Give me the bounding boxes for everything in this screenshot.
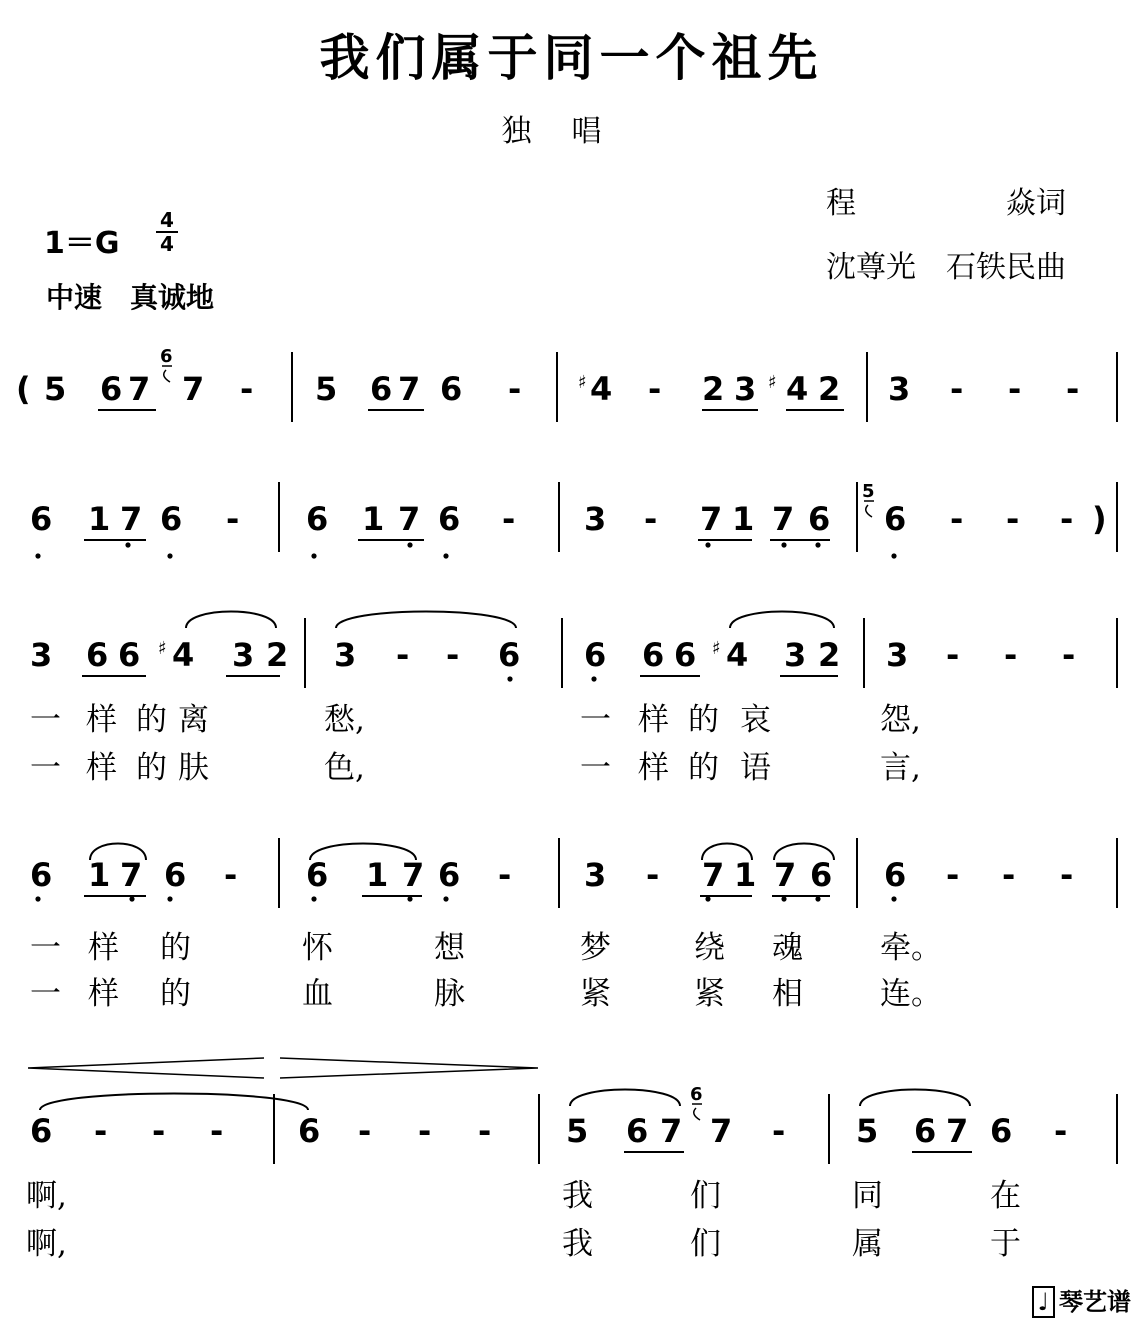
dash-hold: - (646, 856, 660, 894)
dash-hold: - (1062, 636, 1076, 674)
note: 7 (398, 500, 421, 538)
dash-hold: - (950, 370, 964, 408)
note: 5 (315, 370, 338, 408)
octave-dot (781, 542, 786, 547)
lyric-word: 言, (880, 750, 921, 786)
note: 7 (128, 370, 151, 408)
octave-dot (815, 542, 820, 547)
note: 6 (884, 500, 907, 538)
octave-dot (443, 896, 448, 901)
note: 1 (366, 856, 389, 894)
octave-dot (407, 896, 412, 901)
octave-dot (129, 896, 134, 901)
dash-hold: - (396, 636, 410, 674)
lyric-word: 一 (30, 930, 61, 966)
dash-hold: - (478, 1112, 492, 1150)
lyric-word: 血 (302, 976, 333, 1012)
lyric-word: 梦 (580, 930, 611, 966)
site-logo (1032, 1282, 1131, 1317)
note: 7 (774, 856, 797, 894)
octave-dot (891, 896, 896, 901)
slur-arc (860, 1090, 970, 1107)
lyric-word: 啊, (26, 1226, 67, 1262)
octave-dot (705, 542, 710, 547)
octave-dot (35, 553, 40, 558)
note: 6 (498, 636, 521, 674)
lyric-word: 在 (990, 1178, 1021, 1214)
note: 6 (884, 856, 907, 894)
note: 1 (362, 500, 385, 538)
slur-arc (186, 612, 276, 629)
note: 3 (30, 636, 53, 674)
time-signature-bottom: 4 (160, 232, 174, 256)
lyric-word: 紧 (694, 976, 725, 1012)
note: 4 (172, 636, 195, 674)
lyric-word: 属 (852, 1226, 883, 1262)
octave-dot (407, 542, 412, 547)
octave-dot (35, 896, 40, 901)
logo-text: 琴艺谱 (1059, 1288, 1131, 1316)
note: 7 (402, 856, 425, 894)
note: 6 (118, 636, 141, 674)
lyric-word: 离 (178, 702, 209, 738)
note: 6 (642, 636, 665, 674)
lyric-word: 相 (772, 976, 803, 1012)
note: 7 (120, 856, 143, 894)
dash-hold: - (152, 1112, 166, 1150)
note: 7 (398, 370, 421, 408)
lyric-word: 魂 (772, 930, 803, 966)
dash-hold: - (358, 1112, 372, 1150)
key-signature: 1＝G (44, 226, 120, 261)
lyric-word: 们 (690, 1178, 721, 1214)
lyric-word: 样 (88, 930, 119, 966)
lyric-word: 愁, (324, 702, 365, 738)
note: 6 (86, 636, 109, 674)
sharp-sign: ♯ (712, 638, 721, 659)
grace-note: 6 (160, 346, 173, 367)
lyric-word: 的 (136, 750, 167, 786)
octave-dot (815, 896, 820, 901)
note: 6 (584, 636, 607, 674)
grace-note: 5 (862, 481, 875, 502)
lyric-word: 的 (160, 976, 191, 1012)
note: 3 (784, 636, 807, 674)
note: 4 (590, 370, 613, 408)
note: 3 (584, 856, 607, 894)
dash-hold: - (226, 500, 240, 538)
lyric-word: 们 (690, 1226, 721, 1262)
dash-hold: - (1060, 500, 1074, 538)
lyric-word: 语 (740, 750, 771, 786)
note: 4 (786, 370, 809, 408)
note: 6 (440, 370, 463, 408)
dash-hold: - (94, 1112, 108, 1150)
lyric-word: 啊, (26, 1178, 67, 1214)
dash-hold: - (1002, 856, 1016, 894)
lyric-word: 绕 (694, 930, 725, 966)
note: 6 (438, 856, 461, 894)
octave-dot (781, 896, 786, 901)
lyric-word: 同 (852, 1178, 883, 1214)
note: 6 (990, 1112, 1013, 1150)
lyricist-credit: 程 焱词 (826, 186, 1066, 221)
dash-hold: - (502, 500, 516, 538)
note: 5 (856, 1112, 879, 1150)
note: 7 (702, 856, 725, 894)
time-signature-top: 4 (160, 208, 174, 232)
octave-dot (705, 896, 710, 901)
dash-hold: - (240, 370, 254, 408)
dash-hold: - (210, 1112, 224, 1150)
lyric-word: 怨, (880, 702, 921, 738)
note: 6 (438, 500, 461, 538)
note: 6 (914, 1112, 937, 1150)
note: 7 (700, 500, 723, 538)
note: 3 (734, 370, 757, 408)
note: 7 (772, 500, 795, 538)
note: 1 (88, 500, 111, 538)
note: 7 (710, 1112, 733, 1150)
lyric-word: 样 (86, 750, 117, 786)
lyric-word: 我 (562, 1178, 593, 1214)
logo-icon: ♩ (1032, 1286, 1055, 1318)
note: 6 (306, 500, 329, 538)
slur-arc (40, 1094, 308, 1111)
lyric-word: 紧 (580, 976, 611, 1012)
note: 2 (702, 370, 725, 408)
note: 6 (30, 856, 53, 894)
dash-hold: - (1008, 370, 1022, 408)
lyric-word: 一 (30, 976, 61, 1012)
lyric-word: 哀 (740, 702, 771, 738)
note: 5 (44, 370, 67, 408)
sharp-sign: ♯ (578, 372, 587, 393)
note: 7 (120, 500, 143, 538)
note: 3 (334, 636, 357, 674)
dash-hold: - (1006, 500, 1020, 538)
octave-dot (591, 676, 596, 681)
sharp-sign: ♯ (768, 372, 777, 393)
grace-mark (864, 501, 874, 517)
lyric-word: 一 (30, 702, 61, 738)
slur-arc (730, 612, 834, 629)
note: 2 (818, 370, 841, 408)
note: 2 (266, 636, 289, 674)
dash-hold: - (1066, 370, 1080, 408)
song-subtitle: 独唱 (501, 114, 642, 149)
lyric-word: 肤 (178, 750, 209, 786)
lyric-word: 于 (990, 1226, 1021, 1262)
note: 3 (888, 370, 911, 408)
octave-dot (311, 553, 316, 558)
note: 3 (584, 500, 607, 538)
note: 6 (370, 370, 393, 408)
note: 3 (232, 636, 255, 674)
dash-hold: - (224, 856, 238, 894)
note: 1 (732, 500, 755, 538)
dash-hold: - (648, 370, 662, 408)
slur-arc (570, 1090, 680, 1107)
note: 6 (30, 1112, 53, 1150)
note: 6 (674, 636, 697, 674)
lyric-word: 连。 (880, 976, 942, 1012)
note: 7 (946, 1112, 969, 1150)
lyric-word: 的 (160, 930, 191, 966)
note: 6 (306, 856, 329, 894)
dash-hold: - (946, 636, 960, 674)
lyric-word: 的 (136, 702, 167, 738)
lyric-word: 一 (580, 750, 611, 786)
note: 6 (164, 856, 187, 894)
dash-hold: - (772, 1112, 786, 1150)
dash-hold: - (508, 370, 522, 408)
note: 6 (810, 856, 833, 894)
octave-dot (167, 553, 172, 558)
note: 4 (726, 636, 749, 674)
lyric-word: 样 (88, 976, 119, 1012)
lyric-word: 脉 (434, 976, 465, 1012)
composer-credit: 沈尊光 石铁民曲 (826, 250, 1066, 285)
octave-dot (891, 553, 896, 558)
slur-arc (336, 612, 516, 629)
grace-mark (162, 366, 172, 382)
dash-hold: - (1054, 1112, 1068, 1150)
dash-hold: - (418, 1112, 432, 1150)
lyric-word: 样 (638, 750, 669, 786)
dash-hold: - (1060, 856, 1074, 894)
grace-mark (692, 1104, 702, 1120)
note: 1 (734, 856, 757, 894)
note: 1 (88, 856, 111, 894)
dash-hold: - (1004, 636, 1018, 674)
song-title: 我们属于同一个祖先 (319, 28, 824, 87)
note: 6 (808, 500, 831, 538)
dash-hold: - (946, 856, 960, 894)
note: 3 (886, 636, 909, 674)
crescendo-hairpin (28, 1058, 264, 1078)
bracket: ( (16, 370, 31, 408)
lyric-word: 样 (638, 702, 669, 738)
lyric-word: 色, (324, 750, 365, 786)
lyric-word: 样 (86, 702, 117, 738)
note: 6 (626, 1112, 649, 1150)
octave-dot (125, 542, 130, 547)
dash-hold: - (446, 636, 460, 674)
dash-hold: - (498, 856, 512, 894)
dash-hold: - (950, 500, 964, 538)
lyric-word: 的 (688, 750, 719, 786)
lyric-word: 想 (434, 930, 465, 966)
dash-hold: - (644, 500, 658, 538)
octave-dot (311, 896, 316, 901)
grace-note: 6 (690, 1084, 703, 1105)
lyric-word: 牵。 (880, 930, 942, 966)
note: 5 (566, 1112, 589, 1150)
note: 6 (100, 370, 123, 408)
octave-dot (507, 676, 512, 681)
note: 6 (30, 500, 53, 538)
lyric-word: 一 (30, 750, 61, 786)
tempo-marking: 中速 真诚地 (46, 281, 215, 314)
lyric-word: 怀 (302, 930, 333, 966)
note: 7 (182, 370, 205, 408)
octave-dot (167, 896, 172, 901)
sharp-sign: ♯ (158, 638, 167, 659)
decrescendo-hairpin (280, 1058, 538, 1078)
note: 6 (298, 1112, 321, 1150)
bracket: ) (1092, 500, 1107, 538)
lyric-word: 一 (580, 702, 611, 738)
note: 2 (818, 636, 841, 674)
note: 7 (660, 1112, 683, 1150)
lyric-word: 的 (688, 702, 719, 738)
lyric-word: 我 (562, 1226, 593, 1262)
octave-dot (443, 553, 448, 558)
note: 6 (160, 500, 183, 538)
